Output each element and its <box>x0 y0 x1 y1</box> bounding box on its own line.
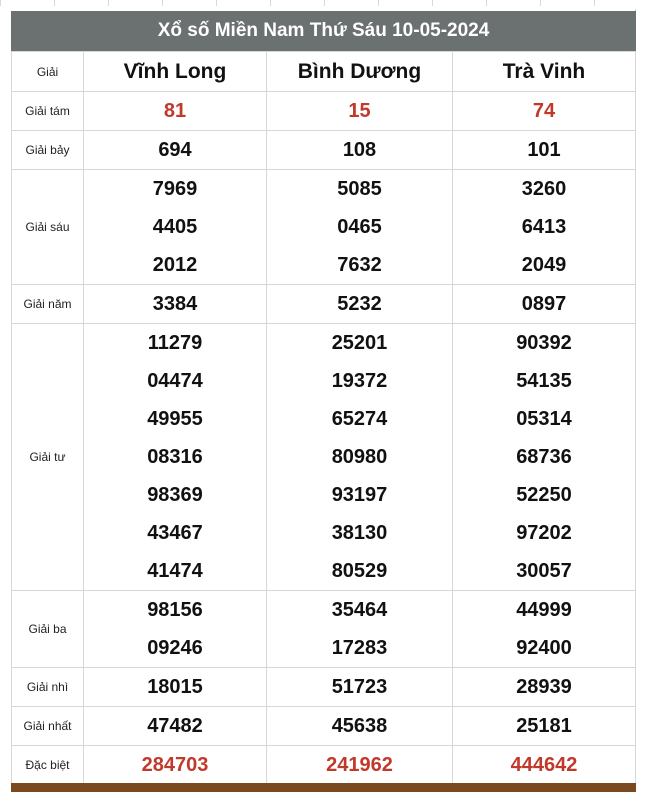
winning-number: 92400 <box>516 637 572 659</box>
winning-number: 93197 <box>331 484 388 506</box>
prize-cell <box>453 92 636 131</box>
winning-number: 19372 <box>331 370 388 392</box>
winning-number: 52250 <box>516 484 572 506</box>
prize-cell <box>453 591 636 668</box>
prize-cell <box>84 707 267 746</box>
winning-number: 65274 <box>331 408 388 430</box>
prize-rows <box>12 92 636 785</box>
prize-label: Giải tám <box>12 92 84 131</box>
prize-cell <box>84 591 267 668</box>
winning-number: 25181 <box>516 715 572 737</box>
prize-column-header: Giải <box>12 52 84 92</box>
winning-number: 47482 <box>147 715 203 737</box>
winning-number: 80529 <box>331 560 388 582</box>
winning-number: 81 <box>163 100 187 122</box>
winning-number: 43467 <box>147 522 203 544</box>
prize-label: Giải nhất <box>12 707 84 746</box>
prize-cell <box>84 170 267 285</box>
winning-number: 09246 <box>147 637 203 659</box>
winning-number: 97202 <box>516 522 572 544</box>
prize-cell <box>453 170 636 285</box>
province-tra-vinh[interactable]: Trà Vinh <box>453 52 636 92</box>
province-binh-duong[interactable]: Bình Dương <box>267 52 453 92</box>
winning-number: 08316 <box>147 446 203 468</box>
prize-row-giai-nhat <box>12 707 636 746</box>
prize-cell <box>267 92 453 131</box>
winning-number: 74 <box>532 100 556 122</box>
winning-number: 28939 <box>516 676 572 698</box>
prize-label: Giải ba <box>12 591 84 668</box>
prize-cell <box>453 324 636 591</box>
winning-number: 7969 <box>152 178 198 200</box>
winning-number: 80980 <box>331 446 388 468</box>
winning-number: 54135 <box>516 370 572 392</box>
prize-label: Giải sáu <box>12 170 84 285</box>
prize-cell <box>267 591 453 668</box>
winning-number: 3384 <box>152 293 198 315</box>
prize-cell <box>453 707 636 746</box>
prize-row-giai-bay <box>12 131 636 170</box>
prize-cell <box>84 668 267 707</box>
top-strip <box>0 0 646 6</box>
winning-number: 4405 <box>152 216 198 238</box>
prize-cell <box>84 324 267 591</box>
winning-number: 44999 <box>516 599 572 621</box>
prize-cell <box>84 285 267 324</box>
prize-cell <box>267 285 453 324</box>
prize-cell <box>453 668 636 707</box>
winning-number: 35464 <box>331 599 388 621</box>
prize-cell <box>453 131 636 170</box>
winning-number: 5085 <box>337 178 382 200</box>
winning-number: 108 <box>342 139 377 161</box>
prize-row-giai-ba <box>12 591 636 668</box>
winning-number: 11279 <box>147 332 203 354</box>
prize-cell <box>267 668 453 707</box>
prize-cell <box>267 170 453 285</box>
winning-number: 38130 <box>331 522 388 544</box>
prize-cell <box>84 746 267 785</box>
winning-number: 0897 <box>521 293 567 315</box>
prize-cell <box>267 324 453 591</box>
prize-label: Đặc biệt <box>12 746 84 785</box>
prize-cell <box>453 285 636 324</box>
winning-number: 6413 <box>521 216 567 238</box>
winning-number: 25201 <box>331 332 388 354</box>
prize-cell <box>84 131 267 170</box>
prize-cell <box>84 92 267 131</box>
winning-number: 444642 <box>510 754 578 776</box>
prize-row-giai-nam <box>12 285 636 324</box>
winning-number: 694 <box>158 139 192 161</box>
winning-number: 98369 <box>147 484 203 506</box>
prize-row-giai-tu <box>12 324 636 591</box>
winning-number: 05314 <box>516 408 572 430</box>
winning-number: 98156 <box>147 599 203 621</box>
province-header-row <box>12 52 636 92</box>
winning-number: 51723 <box>331 676 388 698</box>
prize-row-giai-nhi <box>12 668 636 707</box>
winning-number: 101 <box>527 139 561 161</box>
prize-cell <box>267 707 453 746</box>
prize-label: Giải tư <box>12 324 84 591</box>
winning-number: 04474 <box>147 370 203 392</box>
prize-cell <box>453 746 636 785</box>
prize-row-dac-biet <box>12 746 636 785</box>
prize-cell <box>267 131 453 170</box>
results-table <box>11 51 636 785</box>
winning-number: 90392 <box>516 332 572 354</box>
winning-number: 41474 <box>147 560 203 582</box>
prize-label: Giải năm <box>12 285 84 324</box>
winning-number: 45638 <box>331 715 388 737</box>
province-vinh-long[interactable]: Vĩnh Long <box>84 52 267 92</box>
winning-number: 68736 <box>516 446 572 468</box>
prize-cell <box>267 746 453 785</box>
prize-label: Giải nhì <box>12 668 84 707</box>
winning-number: 241962 <box>326 754 393 776</box>
prize-label: Giải bảy <box>12 131 84 170</box>
winning-number: 3260 <box>521 178 567 200</box>
winning-number: 2049 <box>521 254 567 276</box>
prize-row-giai-tam <box>12 92 636 131</box>
winning-number: 15 <box>348 100 371 122</box>
winning-number: 30057 <box>516 560 572 582</box>
prize-row-giai-sau <box>12 170 636 285</box>
winning-number: 5232 <box>337 293 382 315</box>
winning-number: 18015 <box>147 676 203 698</box>
winning-number: 7632 <box>337 254 382 276</box>
winning-number: 17283 <box>331 637 388 659</box>
winning-number: 0465 <box>337 216 382 238</box>
winning-number: 284703 <box>141 754 209 776</box>
results-title: Xổ số Miền Nam Thứ Sáu 10-05-2024 <box>11 11 636 51</box>
winning-number: 2012 <box>152 254 198 276</box>
winning-number: 49955 <box>147 408 203 430</box>
bottom-bar <box>11 783 636 792</box>
